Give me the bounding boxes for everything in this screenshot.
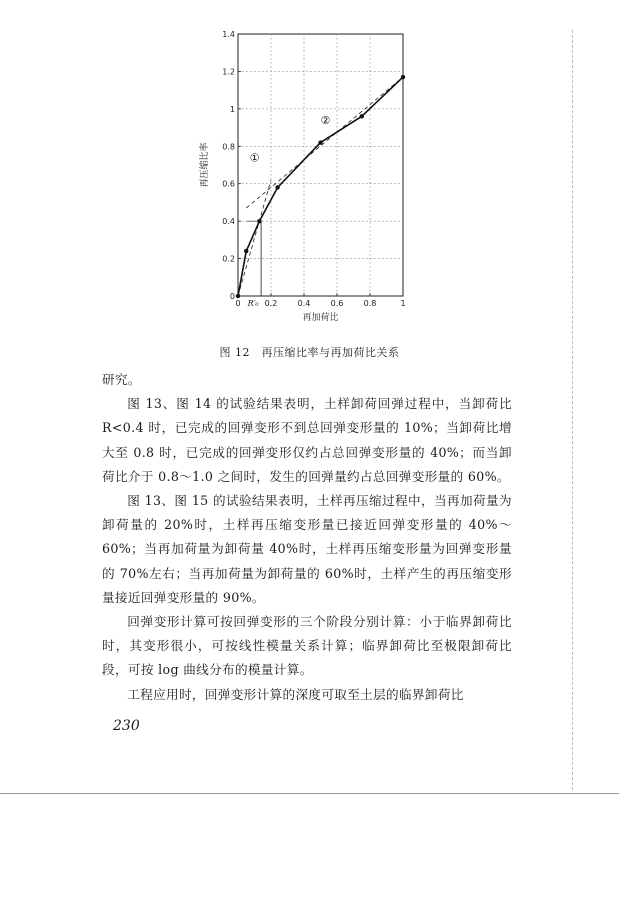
x-tick-label: 0.2 bbox=[264, 299, 278, 308]
figure-12-chart bbox=[195, 22, 425, 332]
scan-bottom-line bbox=[0, 793, 619, 794]
scan-margin-line bbox=[572, 30, 573, 790]
body-text bbox=[102, 368, 512, 707]
x-special-tick-label: R′₀ bbox=[247, 299, 259, 308]
y-tick-label: 0.4 bbox=[222, 217, 235, 227]
data-point bbox=[244, 249, 248, 253]
data-point bbox=[236, 294, 240, 298]
x-tick-label: 0.4 bbox=[297, 299, 311, 308]
y-tick-label: 0 bbox=[229, 292, 235, 301]
y-axis-label: 再压缩比率 bbox=[200, 142, 210, 188]
x-axis-label: 再加荷比 bbox=[302, 313, 339, 323]
y-tick-label: 0.2 bbox=[222, 254, 235, 264]
paragraph-unloading: 图 13、图 14 的试验结果表明，土样卸荷回弹过程中，当卸荷比 R<0.4 时，已完成的回弹变形不到总回弹变形量的 10%；当卸荷比增大至 0.8 时，已完成的回弹变形仅约占总回弹变形量的 40%；而当卸荷比介于 0.8～1.0 之间时，发生的回弹量约占总回弹变形量的 60%。 bbox=[102, 396, 512, 484]
data-point bbox=[257, 219, 261, 223]
paragraph-application: 工程应用时，回弹变形计算的深度可取至土层的临界卸荷比 bbox=[127, 686, 464, 702]
paragraph-continuation: 研究。 bbox=[102, 372, 141, 387]
x-tick-label: 0.8 bbox=[363, 299, 377, 308]
y-tick-label: 1.4 bbox=[222, 30, 235, 39]
y-tick-label: 0.8 bbox=[222, 142, 235, 152]
y-tick-label: 0.6 bbox=[222, 179, 235, 189]
x-tick-label: 0.6 bbox=[330, 299, 344, 308]
paragraph-calculation: 回弹变形计算可按回弹变形的三个阶段分别计算：小于临界卸荷比时，其变形很小，可按线性模量关系计算；临界卸荷比至极限卸荷比段，可按 log 曲线分布的模量计算。 bbox=[102, 614, 512, 678]
tangent-line-2 bbox=[246, 77, 403, 208]
y-tick-label: 1.2 bbox=[222, 67, 235, 77]
x-tick-label: 1 bbox=[400, 299, 406, 308]
data-point bbox=[318, 140, 322, 144]
page-number: 230 bbox=[113, 718, 140, 734]
tangent-line-1 bbox=[238, 180, 271, 296]
x-tick-label: 0 bbox=[235, 299, 241, 308]
y-tick-label: 1 bbox=[229, 104, 235, 114]
data-series-line bbox=[238, 77, 403, 296]
paragraph-reloading: 图 13、图 15 的试验结果表明，土样再压缩过程中，当再加荷量为卸荷量的 20%时，土样再压缩变形量已接近回弹变形量的 40%～60%；当再加荷量为卸荷量 40%时，土样再压缩变形量为回弹变形量的 70%左右；当再加荷量为卸荷量的 60%时，土样产生的再压缩变形量接近回弹变形量的 90%。 bbox=[102, 493, 512, 605]
region-annotation-2: ② bbox=[320, 113, 331, 127]
figure-caption: 图 12 再压缩比率与再加荷比关系 bbox=[219, 346, 400, 359]
region-annotation-1: ① bbox=[249, 151, 260, 165]
data-point bbox=[401, 75, 405, 79]
data-point bbox=[275, 185, 279, 189]
data-point bbox=[360, 114, 364, 118]
plot-frame bbox=[238, 34, 403, 296]
